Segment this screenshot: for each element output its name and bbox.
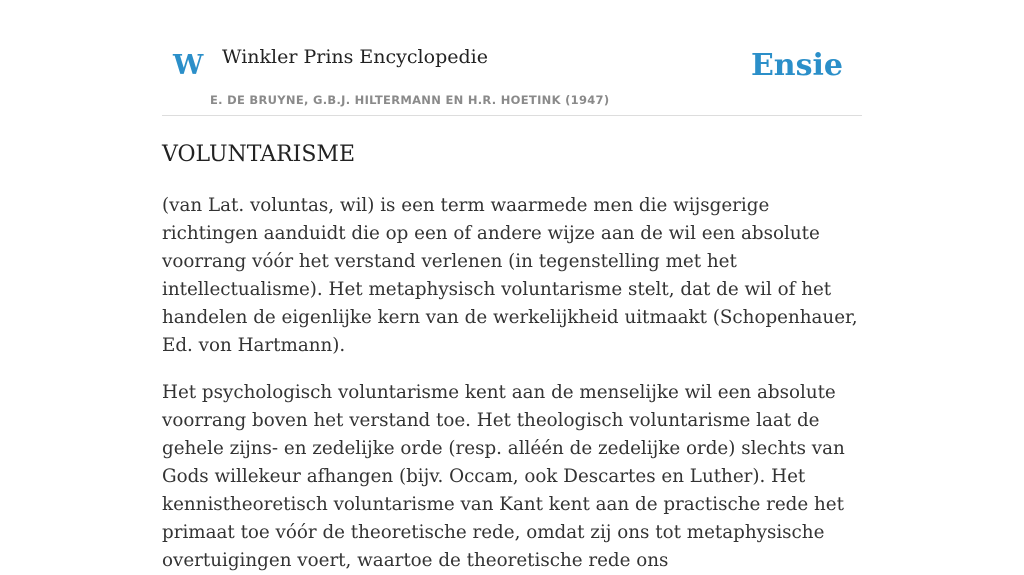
entry-body	[162, 192, 862, 575]
publication-authors: E. DE BRUYNE, G.B.J. HILTERMANN EN H.R. HOETINK (1947)	[210, 93, 610, 107]
publication-header	[162, 0, 862, 116]
ensie-logo[interactable]: Ensie	[750, 48, 843, 83]
entry-paragraph-2: Het psychologisch voluntarisme kent aan de menselijke wil een absolute voorrang boven het verstand toe. Het theologisch voluntarisme laat de gehele zijns- en zedelijke orde (resp. alléén de zedelijke orde) slechts van Gods willekeur afhangen (bijv. Occam, ook Descartes en Luther). Het kennistheoretisch voluntarisme van Kant kent aan de practische rede het primaat toe vóór de theoretische rede, omdat zij ons tot metaphysische overtuigingen voert, waartoe de theoretische rede ons	[162, 382, 845, 572]
article-page	[162, 0, 862, 572]
winkler-prins-logo[interactable]: W	[173, 50, 204, 81]
entry-title: VOLUNTARISME	[162, 142, 356, 167]
publication-title[interactable]: Winkler Prins Encyclopedie	[222, 46, 488, 68]
entry-paragraph-1: (van Lat. voluntas, wil) is een term waarmede men die wijsgerige richtingen aanduidt die op een of andere wijze aan de wil een absolute voorrang vóór het verstand verlenen (in tegenstelling met het intellectualisme). Het metaphysisch voluntarisme stelt, dat de wil of het handelen de eigenlijke kern van de werkelijkheid uitmaakt (Schopenhauer, Ed. von Hartmann).	[162, 195, 858, 357]
